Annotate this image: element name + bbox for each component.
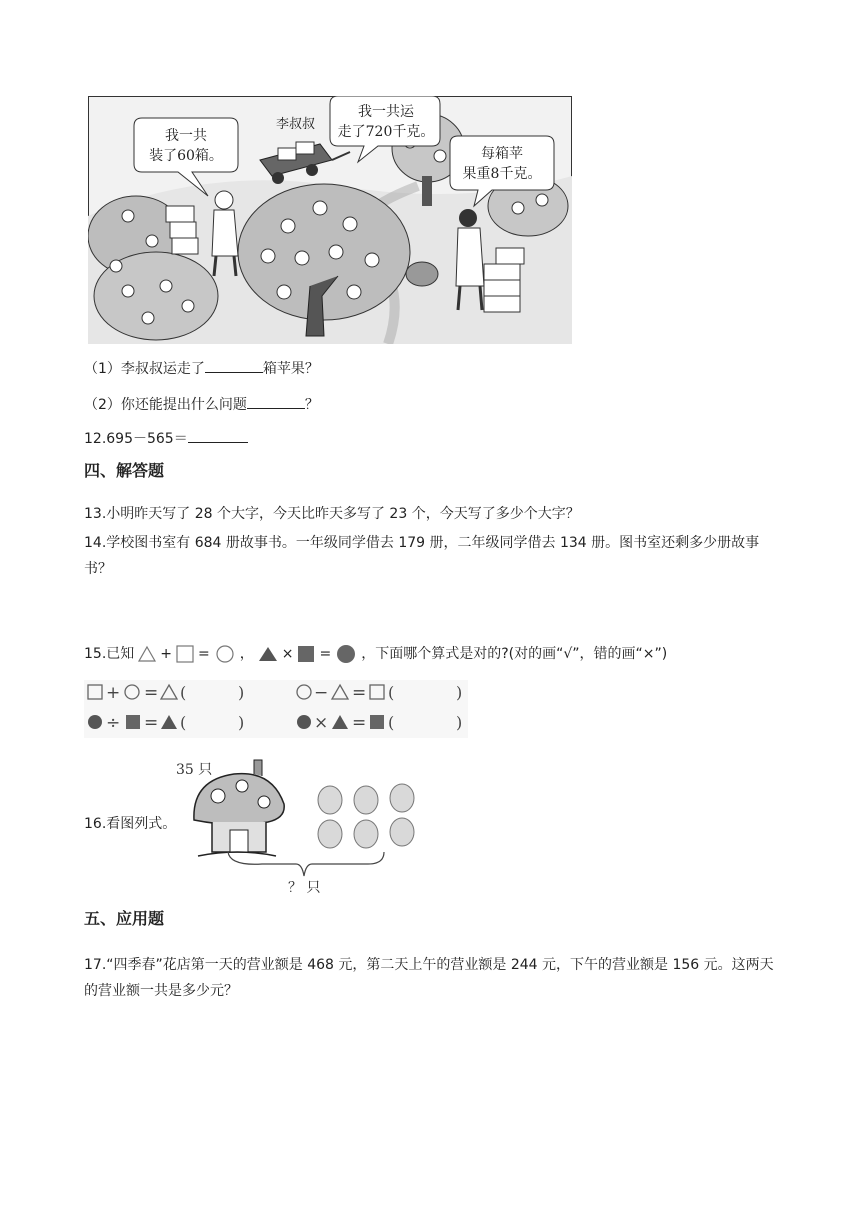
- q15-equation-choices: [84, 680, 468, 738]
- triangle-outline-icon: [137, 645, 157, 663]
- bubble-right-line1: 每箱苹: [481, 146, 523, 162]
- bubble-left-line2: 装了60箱。: [149, 148, 223, 164]
- circle-outline-icon: [213, 644, 237, 664]
- eq3-op2: =: [144, 713, 159, 733]
- bubble-middle-line2: 走了720千克。: [337, 124, 435, 140]
- uncle-li-label: 李叔叔: [276, 117, 316, 132]
- q11-part2-blank[interactable]: [247, 394, 305, 409]
- q15-comma: ，: [239, 646, 254, 662]
- eq2-paren-open[interactable]: (: [388, 683, 395, 702]
- eq1-paren-open[interactable]: (: [180, 683, 187, 702]
- q11-part2: [84, 394, 319, 415]
- q15-times: ×: [281, 646, 294, 662]
- eq2-paren-close[interactable]: ): [456, 683, 463, 702]
- q11-part2-prefix: （2）你还能提出什么问题: [84, 397, 247, 413]
- square-outline-icon: [175, 645, 195, 663]
- eq3-op1: ÷: [106, 713, 121, 733]
- section-4-title: 四、解答题: [84, 461, 165, 480]
- q17-text: 17.“四季春”花店第一天的营业额是 468 元，第二天上午的营业额是 244 元，下午的营业额是 156 元。这两天的营业额一共是多少元？: [84, 957, 774, 999]
- animal-group-icon: [318, 784, 414, 848]
- eq2-op1: −: [314, 683, 329, 703]
- eq2-op2: =: [352, 683, 367, 703]
- q11-part1-suffix: 箱苹果？: [262, 361, 319, 377]
- eq3-paren-open[interactable]: (: [180, 713, 187, 732]
- eq1-paren-close[interactable]: ): [238, 683, 245, 702]
- q15-prefix: 15.已知: [84, 646, 135, 662]
- q15-suffix: ，下面哪个算式是对的?(对的画“√”，错的画“×”): [361, 646, 668, 662]
- eq3-paren-close[interactable]: ): [238, 713, 245, 732]
- eq4-paren-close[interactable]: ): [456, 713, 463, 732]
- q15-plus: +: [160, 646, 172, 662]
- q15-statement: [84, 644, 667, 664]
- eq4-op2: =: [352, 713, 367, 733]
- q11-part1-blank[interactable]: [205, 358, 263, 373]
- triangle-filled-icon: [257, 645, 279, 663]
- eq4-op1: ×: [314, 713, 329, 733]
- mushroom-house-figure: [172, 752, 428, 898]
- bubble-right-line2: 果重8千克。: [462, 166, 542, 182]
- q13-text: 13.小明昨天写了 28 个大字，今天比昨天多写了 23 个，今天写了多少个大字？: [84, 506, 580, 522]
- q12-text: 12.695－565＝: [84, 431, 188, 447]
- q11-part1: [84, 358, 319, 379]
- q16-top-label: 35 只: [176, 762, 213, 778]
- q15-equals-1: =: [198, 646, 210, 662]
- q12-answer-blank[interactable]: [188, 428, 248, 443]
- apple-orchard-illustration: [88, 96, 572, 344]
- q16-text: 16.看图列式。: [84, 816, 177, 832]
- q11-part2-suffix: ？: [304, 397, 319, 413]
- eq4-paren-open[interactable]: (: [388, 713, 395, 732]
- q11-part1-prefix: （1）李叔叔运走了: [84, 361, 205, 377]
- brace-icon: [228, 852, 384, 876]
- bubble-left-line1: 我一共: [165, 128, 207, 144]
- eq1-op1: +: [106, 683, 121, 703]
- section-5-title: 五、应用题: [84, 909, 165, 928]
- q12: [84, 428, 248, 449]
- eq1-op2: =: [144, 683, 159, 703]
- q16-bottom-label: ？ 只: [288, 880, 321, 896]
- circle-filled-icon: [334, 644, 358, 664]
- square-filled-icon: [296, 645, 316, 663]
- q15-equals-2: =: [319, 646, 332, 662]
- q14-text: 14.学校图书室有 684 册故事书。一年级同学借去 179 册，二年级同学借去 134 册。图书室还剩多少册故事书？: [84, 535, 760, 577]
- bubble-middle-line1: 我一共运: [358, 104, 414, 120]
